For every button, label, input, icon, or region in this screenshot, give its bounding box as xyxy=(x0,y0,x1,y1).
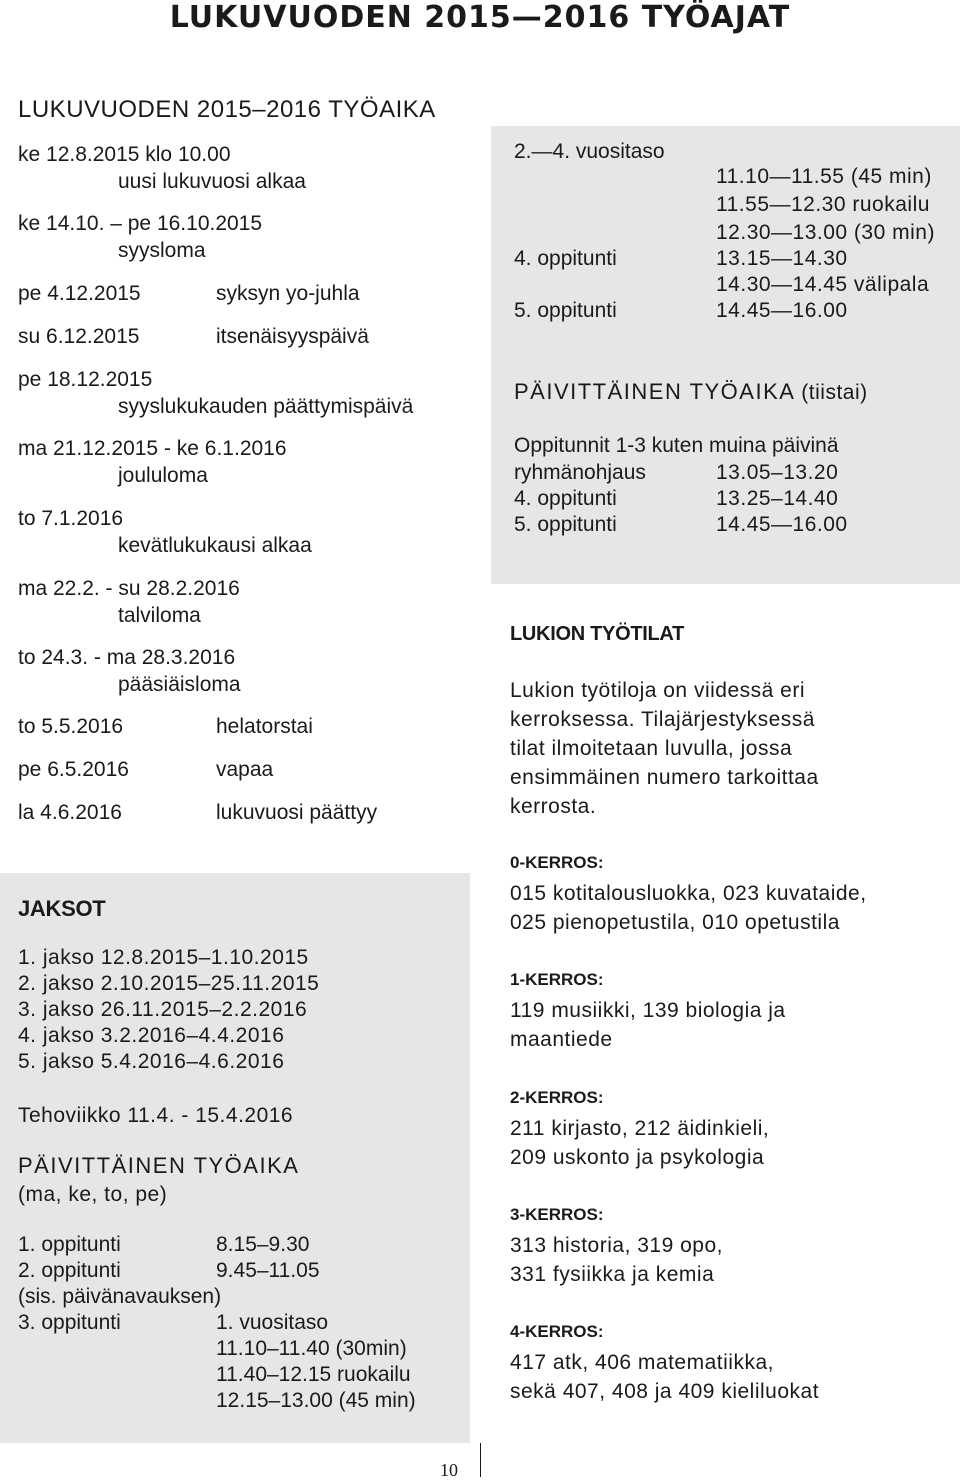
event-date-1: ke 12.8.2015 klo 10.00 xyxy=(18,143,231,166)
floor-0-line-2: 025 pienopetustila, 010 opetustila xyxy=(510,911,840,934)
tuesday-row-2-value: 13.25–14.40 xyxy=(716,487,839,510)
daily-row-2-label: 2. oppitunti xyxy=(18,1259,121,1282)
right-row-5-value: 13.15—14.30 xyxy=(716,247,848,270)
right-row-7-value: 14.45—16.00 xyxy=(716,299,848,322)
tuesday-row-1-value: 13.05–13.20 xyxy=(716,461,839,484)
floor-3-line-2: 331 fysiikka ja kemia xyxy=(510,1263,715,1286)
daily-row-7-value: 12.15–13.00 (45 min) xyxy=(216,1389,416,1412)
tehoviikko: Tehoviikko 11.4. - 15.4.2016 xyxy=(18,1104,294,1127)
tuesday-row-3-value: 14.45—16.00 xyxy=(716,513,848,536)
floor-4-line-2: sekä 407, 408 ja 409 kieliluokat xyxy=(510,1380,820,1403)
floor-0-line-1: 015 kotitalousluokka, 023 kuvataide, xyxy=(510,882,867,905)
floor-1-title: 1-KERROS: xyxy=(510,970,604,989)
daily-row-4-label: 3. oppitunti xyxy=(18,1311,121,1334)
rooms-intro-line-4: ensimmäinen numero tarkoittaa xyxy=(510,766,819,789)
right-row-3-value: 11.55—12.30 ruokailu xyxy=(716,193,930,216)
event-desc-6: joululoma xyxy=(118,464,208,487)
daily-heading: PÄIVITTÄINEN TYÖAIKA xyxy=(18,1153,300,1178)
floor-0-title: 0-KERROS: xyxy=(510,853,604,872)
event-desc-10: helatorstai xyxy=(216,715,313,738)
rooms-heading: LUKION TYÖTILAT xyxy=(510,623,684,645)
event-date-2: ke 14.10. – pe 16.10.2015 xyxy=(18,212,263,235)
daily-row-5-value: 11.10–11.40 (30min) xyxy=(216,1337,407,1360)
daily-days: (ma, ke, to, pe) xyxy=(18,1183,168,1206)
floor-1-line-1: 119 musiikki, 139 biologia ja xyxy=(510,999,786,1022)
event-desc-7: kevätlukukausi alkaa xyxy=(118,534,312,557)
rooms-intro-line-5: kerrosta. xyxy=(510,795,597,818)
right-row-1-label: 2.—4. vuositaso xyxy=(514,140,665,163)
floor-3-title: 3-KERROS: xyxy=(510,1205,604,1224)
event-date-6: ma 21.12.2015 - ke 6.1.2016 xyxy=(18,437,287,460)
period-1: 1. jakso 12.8.2015–1.10.2015 xyxy=(18,946,309,969)
event-desc-1: uusi lukuvuosi alkaa xyxy=(118,170,306,193)
right-row-5-label: 4. oppitunti xyxy=(514,247,617,270)
daily-row-1-value: 8.15–9.30 xyxy=(216,1233,310,1256)
right-row-7-label: 5. oppitunti xyxy=(514,299,617,322)
tuesday-suffix: (tiistai) xyxy=(801,381,868,404)
page-title: LUKUVUODEN 2015—2016 TYÖAJAT xyxy=(169,0,791,35)
event-date-10: to 5.5.2016 xyxy=(18,715,124,738)
rooms-intro-line-1: Lukion työtiloja on viidessä eri xyxy=(510,679,805,702)
floor-4-line-1: 417 atk, 406 matematiikka, xyxy=(510,1351,774,1374)
event-desc-9: pääsiäisloma xyxy=(118,673,241,696)
page-divider xyxy=(480,1443,481,1477)
tuesday-heading: PÄIVITTÄINEN TYÖAIKA xyxy=(514,379,796,404)
event-desc-5: syyslukukauden päättymispäivä xyxy=(118,395,414,418)
period-4: 4. jakso 3.2.2016–4.4.2016 xyxy=(18,1024,285,1047)
period-3: 3. jakso 26.11.2015–2.2.2016 xyxy=(18,998,308,1021)
event-desc-3: syksyn yo-juhla xyxy=(216,282,360,305)
rooms-intro-line-2: kerroksessa. Tilajärjestyksessä xyxy=(510,708,815,731)
event-date-7: to 7.1.2016 xyxy=(18,507,124,530)
event-date-8: ma 22.2. - su 28.2.2016 xyxy=(18,577,240,600)
event-desc-8: talviloma xyxy=(118,604,201,627)
event-date-12: la 4.6.2016 xyxy=(18,801,122,824)
period-2: 2. jakso 2.10.2015–25.11.2015 xyxy=(18,972,320,995)
page-number: 10 xyxy=(440,1460,458,1480)
tuesday-heading-line xyxy=(514,380,868,405)
right-row-6-value: 14.30—14.45 välipala xyxy=(716,273,930,296)
tuesday-intro: Oppitunnit 1-3 kuten muina päivinä xyxy=(514,434,839,457)
floor-4-title: 4-KERROS: xyxy=(510,1322,604,1341)
right-row-4-value: 12.30—13.00 (30 min) xyxy=(716,221,935,244)
floor-2-line-1: 211 kirjasto, 212 äidinkieli, xyxy=(510,1117,770,1140)
tuesday-row-3-label: 5. oppitunti xyxy=(514,513,617,536)
daily-row-2-value: 9.45–11.05 xyxy=(216,1259,320,1282)
daily-row-3-label: (sis. päivänavauksen) xyxy=(18,1285,222,1308)
tuesday-row-2-label: 4. oppitunti xyxy=(514,487,617,510)
periods-heading: JAKSOT xyxy=(18,896,106,921)
event-date-3: pe 4.12.2015 xyxy=(18,282,141,305)
period-5: 5. jakso 5.4.2016–4.6.2016 xyxy=(18,1050,285,1073)
floor-1-line-2: maantiede xyxy=(510,1028,613,1051)
event-date-11: pe 6.5.2016 xyxy=(18,758,129,781)
floor-2-title: 2-KERROS: xyxy=(510,1088,604,1107)
tuesday-row-1-label: ryhmänohjaus xyxy=(514,461,646,484)
daily-row-4-value: 1. vuositaso xyxy=(216,1311,329,1334)
daily-row-6-value: 11.40–12.15 ruokailu xyxy=(216,1363,411,1386)
schedule-heading: LUKUVUODEN 2015–2016 TYÖAIKA xyxy=(18,96,436,123)
rooms-intro-line-3: tilat ilmoitetaan luvulla, jossa xyxy=(510,737,793,760)
event-date-5: pe 18.12.2015 xyxy=(18,368,153,391)
event-desc-4: itsenäisyyspäivä xyxy=(216,325,369,348)
floor-3-line-1: 313 historia, 319 opo, xyxy=(510,1234,723,1257)
event-desc-12: lukuvuosi päättyy xyxy=(216,801,378,824)
daily-row-1-label: 1. oppitunti xyxy=(18,1233,121,1256)
event-date-9: to 24.3. - ma 28.3.2016 xyxy=(18,646,236,669)
floor-2-line-2: 209 uskonto ja psykologia xyxy=(510,1146,765,1169)
right-row-2-value: 11.10—11.55 (45 min) xyxy=(716,165,932,188)
event-desc-11: vapaa xyxy=(216,758,274,781)
event-desc-2: syysloma xyxy=(118,239,206,262)
event-date-4: su 6.12.2015 xyxy=(18,325,140,348)
